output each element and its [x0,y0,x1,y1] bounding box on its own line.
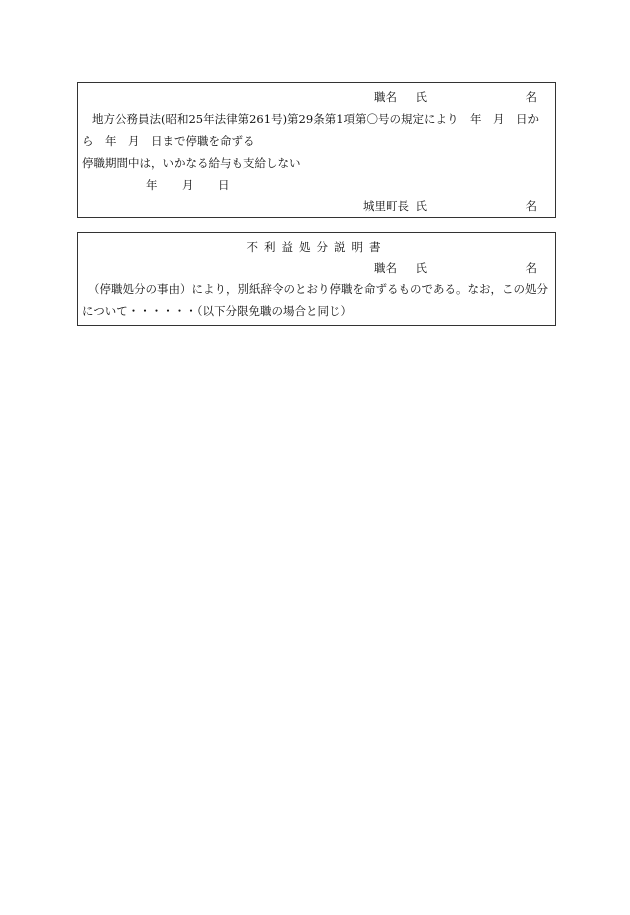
given-name-label: 名 [525,90,537,104]
signer-given-name-label: 名 [525,199,537,213]
order-body-line-1: 地方公務員法(昭和25年法律第261号)第29条第1項第〇号の規定により 年 月 日か [92,112,540,126]
signer-surname-label: 氏 [415,199,427,213]
order-body-line-3: 停職期間中は，いかなる給与も支給しない [82,156,301,170]
date-month: 月 [182,178,194,192]
date-day: 日 [218,178,230,192]
statement-body-line-1: （停職処分の事由）により，別紙辞令のとおり停職を命ずるものである。なお，この処分 [88,282,548,296]
statement-surname-label: 氏 [415,261,427,275]
order-body-line-2: ら 年 月 日まで停職を命ずる [82,134,255,148]
signer-line [82,198,551,214]
surname-label: 氏 [415,90,427,104]
statement-body-line-2: について・・・・・・（以下分限免職の場合と同じ） [82,304,353,318]
statement-name-line [82,260,551,276]
statement-position-label: 職名 [374,261,397,275]
suspension-order-box [77,82,556,218]
statement-given-name-label: 名 [525,261,537,275]
position-label: 職名 [374,90,397,104]
name-line [82,89,551,105]
date-year: 年 [146,178,158,192]
signer-title: 城里町長 [363,199,409,213]
statement-title: 不利益処分説明書 [246,240,387,254]
order-date [82,177,551,193]
adverse-disposition-statement-box [77,232,556,326]
